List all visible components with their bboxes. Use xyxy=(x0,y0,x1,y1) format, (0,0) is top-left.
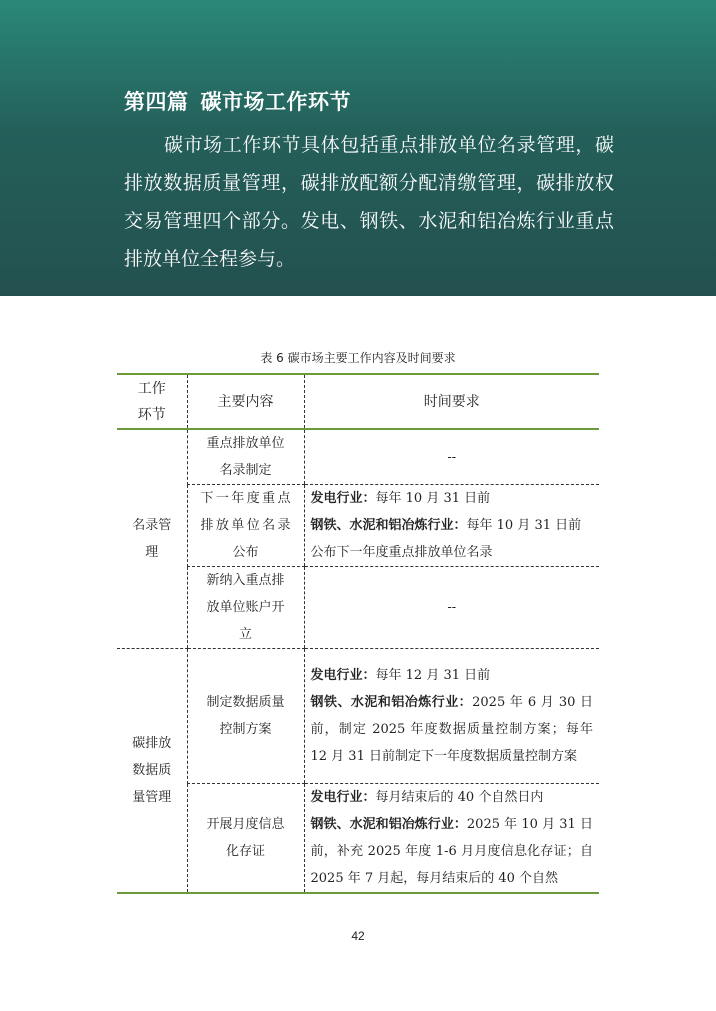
header-time-requirement: 时间要求 xyxy=(304,374,599,429)
table-header-row xyxy=(117,374,599,429)
table-row xyxy=(117,784,599,894)
content-cell: 下一年度重点排放单位名录公布 xyxy=(187,485,304,567)
section-heading xyxy=(124,86,351,116)
section-title: 碳市场工作环节 xyxy=(200,90,351,114)
time-item: 钢铁、水泥和铝冶炼行业：每年 10 月 31 日前公布下一年度重点排放单位名录 xyxy=(310,518,582,560)
table-row xyxy=(117,567,599,649)
table-caption: 表 6 碳市场主要工作内容及时间要求 xyxy=(260,351,456,365)
time-item: 发电行业：每年 10 月 31 日前 xyxy=(310,491,491,506)
table-row xyxy=(117,485,599,567)
header-work-stage: 工作环节 xyxy=(117,374,187,429)
content-cell: 新纳入重点排放单位账户开立 xyxy=(187,567,304,649)
content-cell: 制定数据质量控制方案 xyxy=(187,649,304,784)
time-cell xyxy=(304,485,599,567)
work-schedule-table xyxy=(117,373,599,894)
content-cell: 开展月度信息化存证 xyxy=(187,784,304,894)
category-cell: 碳排放数据质量管理 xyxy=(117,649,187,894)
intro-paragraph: 碳市场工作环节具体包括重点排放单位名录管理，碳排放数据质量管理，碳排放配额分配清缴管理，碳排放权交易管理四个部分。发电、钢铁、水泥和铝冶炼行业重点排放单位全程参与。 xyxy=(124,134,614,270)
time-item: 发电行业：每年 12 月 31 日前 xyxy=(310,668,491,683)
section-number: 第四篇 xyxy=(124,90,189,114)
table-row xyxy=(117,649,599,784)
time-item: 钢铁、水泥和铝冶炼行业：2025 年 6 月 30 日前，制定 2025 年度数据质量控制方案；每年 12 月 31 日前制定下一年度数据质量控制方案 xyxy=(310,695,593,764)
time-cell xyxy=(304,649,599,784)
table-row xyxy=(117,429,599,485)
time-cell: -- xyxy=(304,567,599,649)
page-number: 42 xyxy=(351,929,365,943)
time-cell xyxy=(304,784,599,894)
time-item: 钢铁、水泥和铝冶炼行业：2025 年 10 月 31 日前，补充 2025 年度 1-6 月月度信息化存证；自 2025 年 7 月起，每月结束后的 40 个自然 xyxy=(310,817,593,886)
section-banner xyxy=(0,0,716,296)
category-cell: 名录管理 xyxy=(117,429,187,649)
time-item: 发电行业：每月结束后的 40 个自然日内 xyxy=(310,790,544,805)
time-cell: -- xyxy=(304,429,599,485)
content-cell: 重点排放单位名录制定 xyxy=(187,429,304,485)
header-main-content: 主要内容 xyxy=(187,374,304,429)
